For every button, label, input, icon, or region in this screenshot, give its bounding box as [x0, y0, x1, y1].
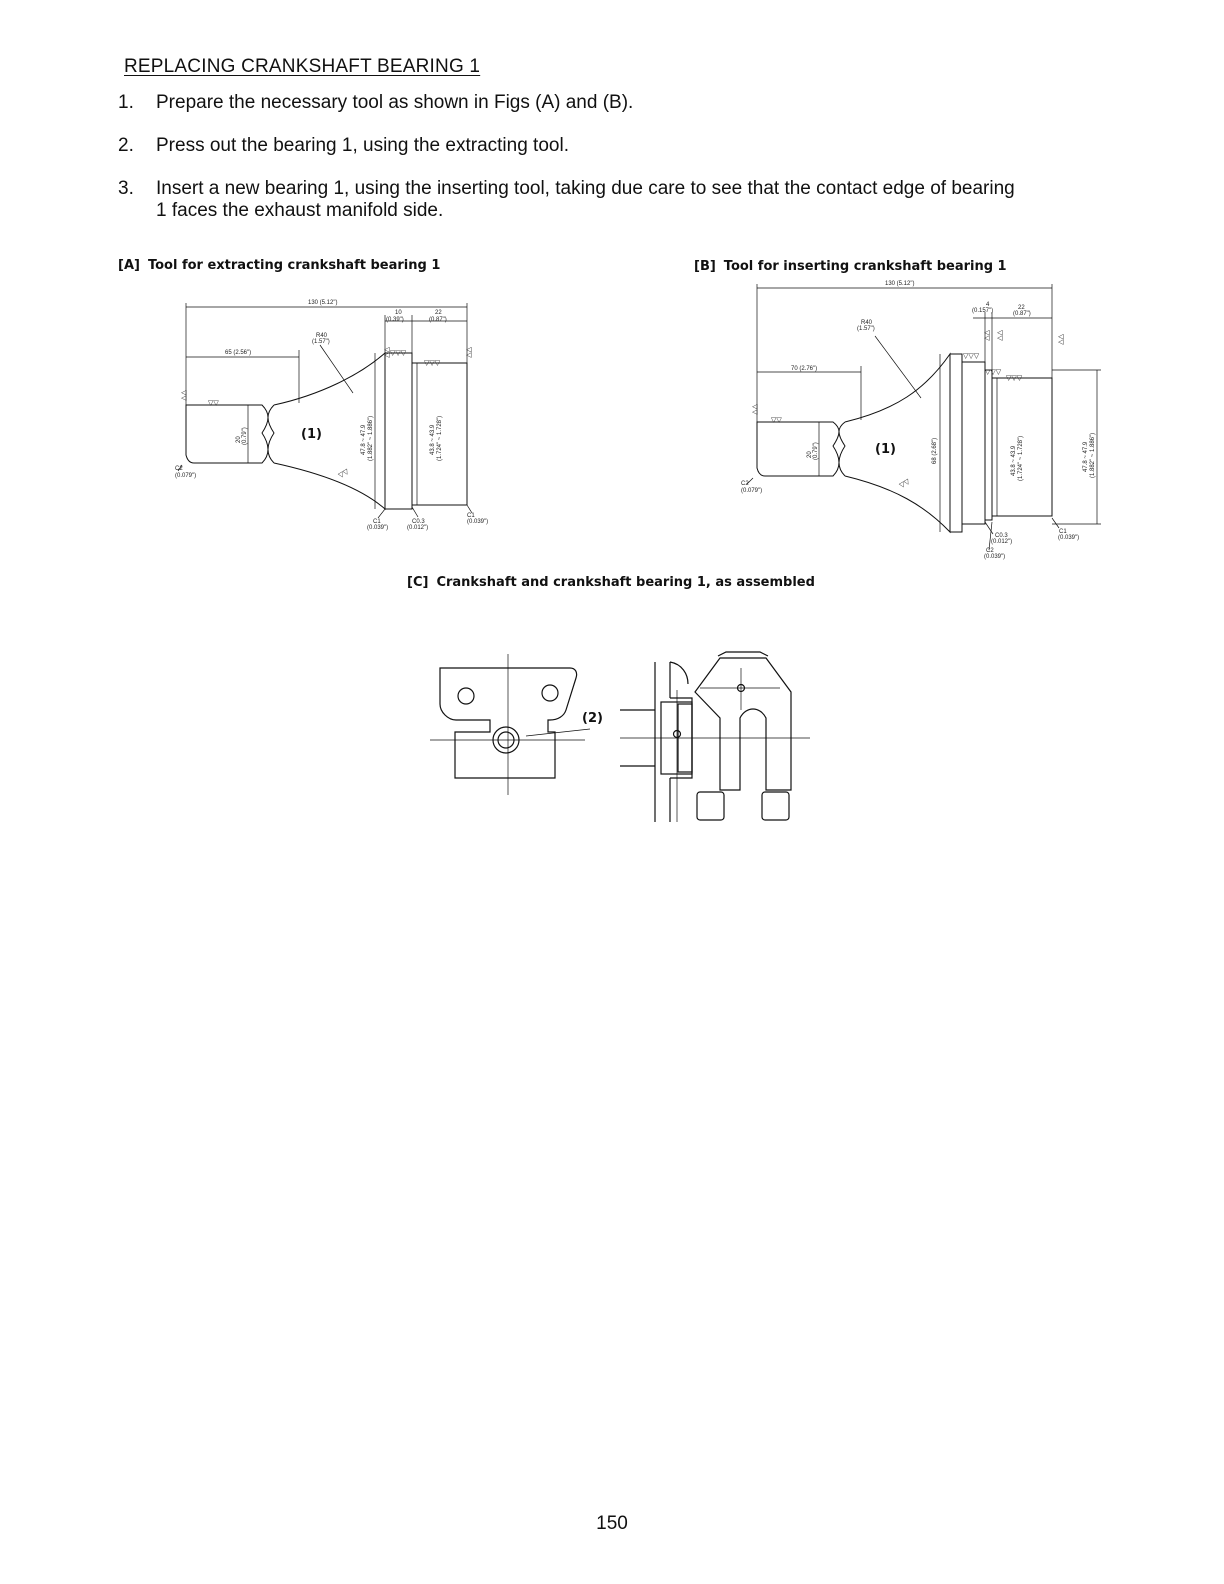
figure-b-part-label: (1) — [875, 442, 896, 457]
dim-radius-in: (1.57") — [312, 339, 330, 345]
svg-text:▽▽: ▽▽ — [1057, 334, 1064, 345]
dim-chamfer-c1-in: (0.039") — [367, 525, 389, 531]
svg-text:▽▽▽: ▽▽▽ — [985, 369, 1002, 376]
svg-text:▽▽: ▽▽ — [465, 347, 472, 358]
step-text: Prepare the necessary tool as shown in Figs (A) and (B). — [156, 92, 634, 113]
dim-width-22: 22 — [1018, 305, 1025, 311]
svg-text:▽▽▽: ▽▽▽ — [424, 360, 441, 367]
dim-chamfer-c1b: C1 — [467, 513, 475, 519]
section-title: REPLACING CRANKSHAFT BEARING 1 — [124, 56, 481, 77]
figure-c-tag: [C] — [407, 575, 429, 590]
svg-text:▽▽: ▽▽ — [383, 347, 390, 358]
dim-width-4: 4 — [986, 302, 990, 308]
dim-radius: R40 — [316, 333, 328, 339]
dim-chamfer-c2: C2 — [741, 481, 749, 487]
figure-c-caption-text: Crankshaft and crankshaft bearing 1, as assembled — [436, 575, 815, 590]
step-number: 2. — [118, 135, 134, 156]
figure-b-caption — [694, 259, 1007, 274]
figure-b-drawing — [735, 278, 1115, 568]
step-3 — [118, 178, 1018, 222]
step-number: 3. — [118, 178, 134, 199]
step-text: Insert a new bearing 1, using the inserting tool, taking due care to see that the contact edge of bearing 1 faces the exhaust manifold side. — [156, 178, 1015, 221]
dim-dia-68: 68 (2.68") — [932, 437, 938, 464]
dim-width-22: 22 — [435, 310, 442, 316]
dim-dia-20-in: (0.79") — [813, 442, 819, 460]
figure-c-drawing — [430, 650, 820, 830]
dim-width-22-in: (0.87") — [1013, 311, 1031, 317]
dim-chamfer-c2b: C2 — [986, 548, 994, 554]
step-1 — [118, 92, 1018, 114]
dim-overall: 130 (5.12") — [308, 300, 338, 306]
dim-shaft-length: 70 (2.76") — [791, 366, 818, 372]
dim-width-10: 10 — [395, 310, 402, 316]
step-text: Press out the bearing 1, using the extracting tool. — [156, 135, 569, 156]
dim-overall: 130 (5.12") — [885, 281, 915, 287]
dim-dia-flange-in: (1.882" ~ 1.886") — [1090, 432, 1096, 478]
dim-dia-pilot-in: (1.724" ~ 1.728") — [1018, 435, 1024, 481]
dim-dia-20: 20 — [807, 451, 813, 458]
procedure-steps — [118, 92, 1018, 243]
dim-dia-pilot-in: (1.724" ~ 1.728") — [437, 415, 443, 461]
dim-chamfer-c1-in: (0.039") — [1058, 535, 1080, 541]
svg-text:▽▽▽: ▽▽▽ — [1006, 375, 1023, 382]
dim-chamfer-c03-in: (0.012") — [991, 539, 1013, 545]
figure-b-tag: [B] — [694, 259, 716, 274]
figure-c-caption — [407, 575, 815, 590]
dim-chamfer-c2b-in: (0.039") — [984, 554, 1006, 560]
svg-text:▽▽: ▽▽ — [751, 404, 758, 415]
step-2 — [118, 135, 1018, 157]
figure-a-caption — [118, 258, 440, 273]
figure-a-part-label: (1) — [301, 427, 322, 442]
figure-c-part-label: (2) — [582, 711, 603, 726]
dim-width-10-in: (0.39") — [386, 317, 404, 323]
dim-radius-in: (1.57") — [857, 326, 875, 332]
dim-chamfer-c03-in: (0.012") — [407, 525, 429, 531]
dim-shaft-length: 65 (2.56") — [225, 350, 252, 356]
dim-radius: R40 — [861, 320, 873, 326]
svg-text:▽▽▽: ▽▽▽ — [390, 350, 407, 357]
page-number: 150 — [596, 1513, 628, 1534]
svg-text:▽▽: ▽▽ — [996, 330, 1003, 341]
svg-text:▽▽: ▽▽ — [983, 330, 990, 341]
svg-text:▽▽: ▽▽ — [771, 417, 782, 424]
figure-a-caption-text: Tool for extracting crankshaft bearing 1 — [147, 258, 441, 273]
dim-chamfer-c03: C0.3 — [995, 533, 1008, 539]
dim-chamfer-c1: C1 — [1059, 529, 1067, 535]
dim-chamfer-c1: C1 — [373, 519, 381, 525]
svg-text:▽▽: ▽▽ — [180, 390, 187, 401]
dim-chamfer-c2-in: (0.079") — [175, 473, 197, 479]
dim-chamfer-c1b-in: (0.039") — [467, 519, 489, 525]
figure-a-drawing — [170, 295, 520, 545]
figure-a-tag: [A] — [118, 258, 140, 273]
dim-chamfer-c2-in: (0.079") — [741, 488, 763, 494]
figure-b-caption-text: Tool for inserting crankshaft bearing 1 — [723, 259, 1007, 274]
dim-chamfer-c2: C2 — [175, 466, 183, 472]
dim-dia-pilot: 43.8 ~ 43.9 — [430, 424, 436, 455]
dim-dia-flange-in: (1.882" ~ 1.886") — [368, 415, 374, 461]
dim-width-4-in: (0.157") — [972, 308, 994, 314]
svg-text:▽▽: ▽▽ — [208, 400, 219, 407]
dim-width-22-in: (0.87") — [429, 317, 447, 323]
dim-dia-20: 20 — [236, 436, 242, 443]
dim-dia-pilot: 43.8 ~ 43.9 — [1011, 445, 1017, 476]
svg-text:▽▽▽: ▽▽▽ — [963, 353, 980, 360]
dim-chamfer-c03: C0.3 — [412, 519, 425, 525]
dim-dia-flange: 47.8 ~ 47.9 — [361, 424, 367, 455]
svg-text:▽▽: ▽▽ — [898, 478, 912, 490]
dim-dia-flange: 47.8 ~ 47.9 — [1083, 441, 1089, 472]
svg-text:▽▽: ▽▽ — [337, 468, 351, 480]
dim-dia-20-in: (0.79") — [242, 427, 248, 445]
step-number: 1. — [118, 92, 134, 113]
